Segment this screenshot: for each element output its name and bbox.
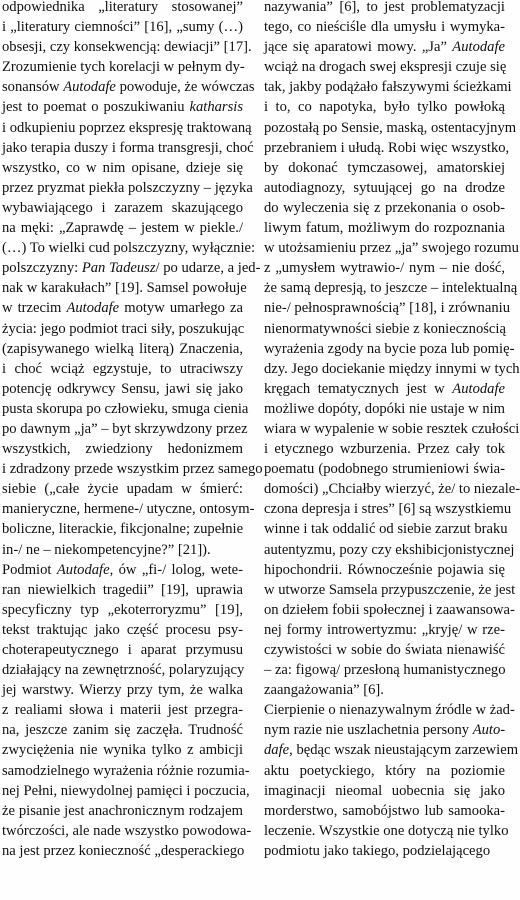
- text-line: wszystkich, zwiedziony hedonizmem: [2, 441, 243, 458]
- text-line: domości) „Chciałby wierzyć, że/ to niezale-: [264, 481, 520, 498]
- text-line: życia: jego podmiot traci siły, poszukując: [2, 320, 245, 337]
- text-line: podmiotu jako takiego, podzielającego: [264, 842, 491, 859]
- text-line: twórczości, ale nade wszystko powodowa-: [2, 822, 252, 839]
- text-line: (zapisywanego wielką literą) Znaczenia,: [2, 340, 243, 357]
- right-column: [264, 0, 520, 861]
- text-line: liwym fatum, możliwym do rozpoznania: [264, 220, 505, 237]
- text-line: i „literatury ciemności” [16], „sumy (…): [2, 19, 243, 36]
- text-line: (…) To wielki cud polszczyzny, wyłącznie:: [2, 240, 256, 257]
- text-line: jące się aparatowi mowy. „Ja” Autodafe: [264, 39, 505, 56]
- text-line: z realiami słowa i materii jest przegra-: [2, 702, 243, 719]
- text-line: z „umysłem wytrawio-/ nym – nie dość,: [264, 260, 505, 277]
- text-line: i to, co napotyka, było tylko powłoką: [264, 99, 505, 116]
- text-line: na męki: „Zaprawdę – jestem w piekle./: [2, 220, 243, 237]
- text-line: zwyciężenia nie wynika tylko z ambicji: [2, 742, 243, 759]
- text-line: nej formy introwertyzmu: „kryję/ w rze-: [264, 621, 505, 638]
- text-line: na, jeszcze zanim się zaczęła. Trudność: [2, 722, 243, 739]
- text-line: boliczne, literackie, fikcjonalne; zupełnie: [2, 521, 244, 538]
- text-line: nienormatywności siebie z koniecznością: [264, 320, 506, 337]
- text-line: obsesji, czy konsekwencją: dewiacji” [17].: [2, 39, 252, 56]
- text-line: jej warstwy. Wierzy przy tym, że walka: [2, 682, 243, 699]
- text-line: na jest przez konieczność „desperackiego: [2, 842, 245, 859]
- text-line: Zrozumienie tych korelacji w pełnym dy-: [2, 59, 245, 76]
- text-line: działający na zewnętrzność, polaryzujący: [2, 662, 245, 679]
- text-line: jako terapia duszy i forma transgresji, choć: [2, 139, 254, 156]
- text-line: potencję odkrywcy Sensu, jawi się jako: [2, 380, 243, 397]
- text-line: sonansów Autodafe powoduje, że wówczas: [2, 79, 255, 96]
- text-line: nazywania” [6], to jest problematyzacji: [264, 0, 505, 15]
- text-line: choterapeutycznego i aparat przymusu: [2, 642, 243, 658]
- text-line: pozostałą po Sensie, maską, ostentacyjnym: [264, 119, 517, 136]
- text-line: nej Pełni, niewydolnej pamięci i poczucia,: [2, 782, 250, 799]
- text-line: in-/ ne – niekompetencyjne?” [21]).: [2, 541, 211, 558]
- text-line: morderstwo, samobójstwo lub samooka-: [264, 802, 505, 819]
- text-line: tego, co nieściśle dla umysłu i wymyka-: [264, 19, 505, 36]
- text-line: nym razie nie uszlachetnia persony Auto-: [264, 722, 506, 739]
- text-line: wiara w wypalenie w sobie resztek czułości: [264, 420, 520, 437]
- text-line: leczenie. Wszystkie one dotyczą nie tylko: [264, 822, 509, 839]
- text-line: pusta skorupa po człowieku, smuga cienia: [2, 400, 249, 417]
- text-line: on dziełem fobii społecznej i zaawansowa-: [264, 601, 515, 618]
- text-line: wybawiającego i zarazem skazującego: [2, 199, 243, 216]
- text-line: dzy. Jego dociekanie między innymi w tych: [264, 360, 520, 377]
- text-line: by dokonać tymczasowej, amatorskiej: [264, 159, 505, 176]
- text-line: hipochondrii. Równocześnie pojawia się: [264, 561, 505, 578]
- text-line: możliwe dopóty, dopóki nie ustaje w nim: [264, 400, 506, 417]
- text-line: autentyzmu, pozy czy ekshibicjonistycznej: [264, 541, 515, 558]
- text-line: czywistości w sobie do świata nienawiść: [264, 642, 505, 658]
- text-line: czona depresja i stres” [6] są wszystkiemu: [264, 501, 512, 518]
- text-line: odpowiednika „literatury stosowanej”: [2, 0, 243, 15]
- text-line: – za: figową/ przesłoną humanistycznego: [264, 662, 506, 679]
- text-line: imaginacji nieomal uobecnia się jako: [264, 782, 505, 799]
- text-line: w utożsamieniu przez „ja” swojego rozumu: [264, 240, 519, 257]
- text-line: w trzecim Autodafe motyw umarłego za: [2, 300, 243, 317]
- text-line: manieryczne, hermene-/ utyczne, ontosym-: [2, 501, 255, 518]
- left-column: [2, 0, 263, 861]
- text-line: kręgach tematycznych jest w Autodafe: [264, 380, 505, 397]
- text-line: jest to poemat o poszukiwaniu katharsis: [2, 99, 243, 116]
- text-line: i odkupieniu poprzez ekspresję traktowaną: [2, 119, 252, 136]
- text-line: wszystko, co w nim opisane, dzieje się: [2, 159, 243, 176]
- text-line: przebraniem i ułudą. Robi więc wszystko,: [264, 139, 510, 156]
- text-line: do wyleczenia się z przekonania o osob-: [264, 199, 505, 216]
- text-line: polszczyzny: Pan Tadeusz/ po udarze, a jed-: [2, 260, 261, 277]
- text-line: że pisanie jest anachronicznym rodzajem: [2, 802, 243, 819]
- text-line: autodiagnozy, sytuującej go na drodze: [264, 179, 505, 196]
- text-line: tekst traktując jako część procesu psy-: [2, 621, 243, 638]
- text-line: samodzielnego wyrażenia różnie rozumia-: [2, 762, 250, 779]
- text-line: przez pryzmat piekła polszczyzny – języka: [2, 179, 253, 196]
- text-line: ran niewielkich tragedii” [19], uprawia: [2, 581, 243, 598]
- text-line: dafe, będąc wszak nieustającym zarzewiem: [264, 742, 519, 759]
- text-line: nak w karakułach” [19]. Samsel powołuje: [2, 280, 247, 297]
- text-line: i etycznego wzburzenia. Przez cały tok: [264, 441, 505, 458]
- text-line: winne i tak oddalić od siebie zarzut braku: [264, 521, 508, 538]
- text-line: specyficzny typ „ekoterroryzmu” [19],: [2, 601, 243, 618]
- text-line: że samą depresją, to jeszcze – intelektualną: [264, 280, 518, 297]
- text-line: Cierpienie o nienazywalnym źródle w żad-: [264, 702, 515, 719]
- text-line: aktu poetyckiego, który na poziomie: [264, 762, 505, 779]
- text-line: wciąż na drogach swej ekspresji czuje się: [264, 59, 507, 76]
- text-line: siebie („całe życie upadam w śmierć:: [2, 481, 243, 498]
- text-line: i zdradzony przede wszystkim przez samego: [2, 461, 263, 478]
- text-line: i choć wciąż egzystuje, to utraciwszy: [2, 360, 243, 377]
- text-line: po dawnym „ja” – byt skrzywdzony przez: [2, 420, 248, 437]
- text-line: wyrażenia zgody na bycie poza lub pomię-: [264, 340, 515, 357]
- text-line: poematu (podobnego strumieniowi świa-: [264, 461, 505, 478]
- text-line: zaangażowania” [6].: [264, 682, 384, 699]
- text-line: w utworze Samsela przypuszczenie, że jest: [264, 581, 516, 598]
- text-line: Podmiot Autodafe, ów „fi-/ lolog, wete-: [2, 561, 243, 578]
- text-line: tak, jakby podążało fałszywymi ścieżkami: [264, 79, 512, 96]
- text-line: nie-/ pełnosprawnością” [18], i zrównaniu: [264, 300, 510, 317]
